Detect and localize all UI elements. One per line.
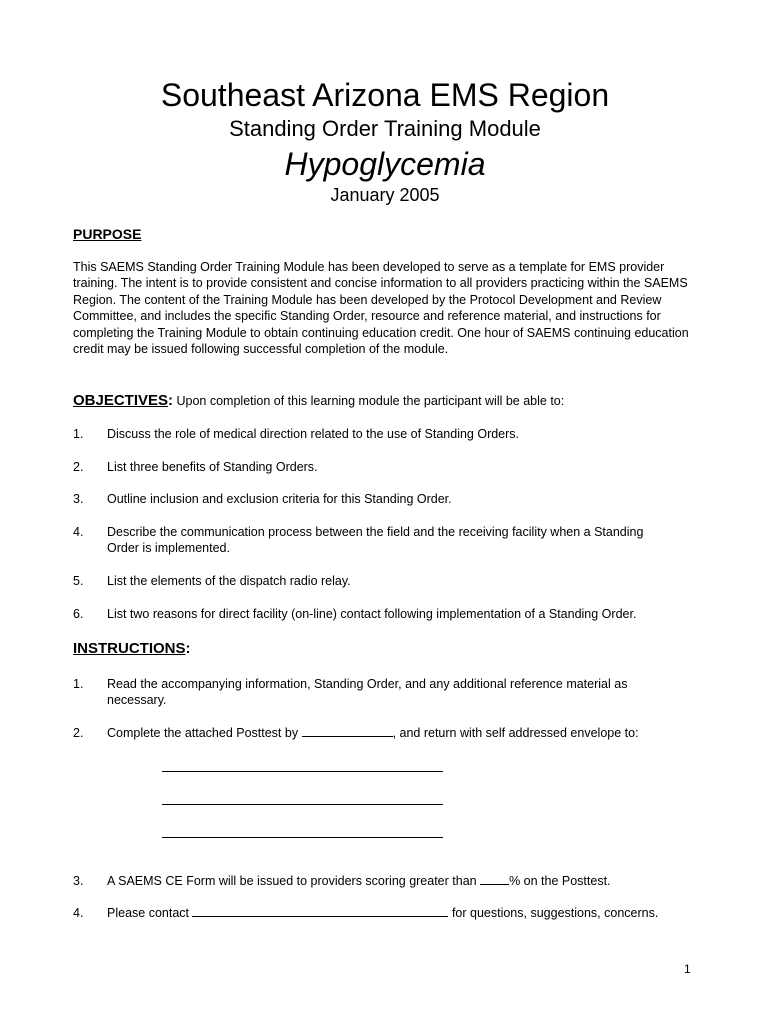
document-title: Southeast Arizona EMS Region [160,77,610,113]
address-line-1[interactable] [162,771,443,772]
objective-item: List three benefits of Standing Orders. [107,460,318,474]
objectives-intro: Upon completion of this learning module the participant will be able to: [173,394,565,408]
objective-number: 2. [73,460,84,474]
instruction-item [107,873,697,889]
objective-item: List the elements of the dispatch radio relay. [107,574,351,588]
instruction-text: Please contact [107,906,193,920]
instruction-item [107,725,697,741]
objective-number: 6. [73,607,84,621]
objectives-colon: : [168,392,174,409]
instruction-item [107,905,697,921]
instruction-text: % on the Posttest. [509,874,611,888]
instruction-number: 2. [73,726,84,740]
instructions-heading-text: INSTRUCTIONS [73,640,186,657]
objective-number: 1. [73,427,84,441]
document-date: January 2005 [330,185,440,205]
objective-item: List two reasons for direct facility (on-line) contact following implementation of a Standing Order. [107,607,637,621]
instruction-text: Complete the attached Posttest by [107,726,302,740]
posttest-date-blank[interactable] [302,725,393,737]
address-line-2[interactable] [162,804,443,805]
objectives-heading [73,392,564,410]
objective-item: Discuss the role of medical direction related to the use of Standing Orders. [107,427,520,441]
contact-blank[interactable] [192,905,448,917]
instruction-number: 4. [73,906,84,920]
document-subtitle: Standing Order Training Module [229,116,541,141]
instruction-text: for questions, suggestions, concerns. [448,906,659,920]
objective-item: Outline inclusion and exclusion criteria for this Standing Order. [107,492,452,506]
purpose-heading [73,225,141,243]
objectives-heading-text: OBJECTIVES [73,392,169,409]
instructions-colon: : [185,640,191,657]
instruction-number: 1. [73,677,84,691]
page-number: 1 [684,962,691,976]
instruction-number: 3. [73,874,84,888]
objective-number: 5. [73,574,84,588]
objective-number: 4. [73,525,84,539]
instruction-text: , and return with self addressed envelope to: [392,726,639,740]
address-line-3[interactable] [162,837,443,838]
instruction-item: Read the accompanying information, Standing Order, and any additional reference material as necessary. [107,677,628,708]
objective-number: 3. [73,492,84,506]
score-percent-blank[interactable] [480,873,509,885]
purpose-heading-text: PURPOSE [73,226,142,242]
document-topic: Hypoglycemia [284,146,486,182]
instructions-heading [73,640,191,658]
instruction-text: A SAEMS CE Form will be issued to providers scoring greater than [107,874,481,888]
purpose-paragraph: This SAEMS Standing Order Training Module has been developed to serve as a template for EMS provider training. The intent is to provide consistent and concise information to all providers practicing within the SAEMS Region. The content of the Training Module has been developed by the Protocol Development and Review Committee, and includes the specific Standing Order, resource and reference material, and instructions for completing the Training Module to obtain continuing education credit. One hour of SAEMS continuing education credit may be issued following successful completion of the module. [73,260,689,357]
objective-item: Describe the communication process between the field and the receiving facility when a Standing Order is implemented. [107,525,644,556]
